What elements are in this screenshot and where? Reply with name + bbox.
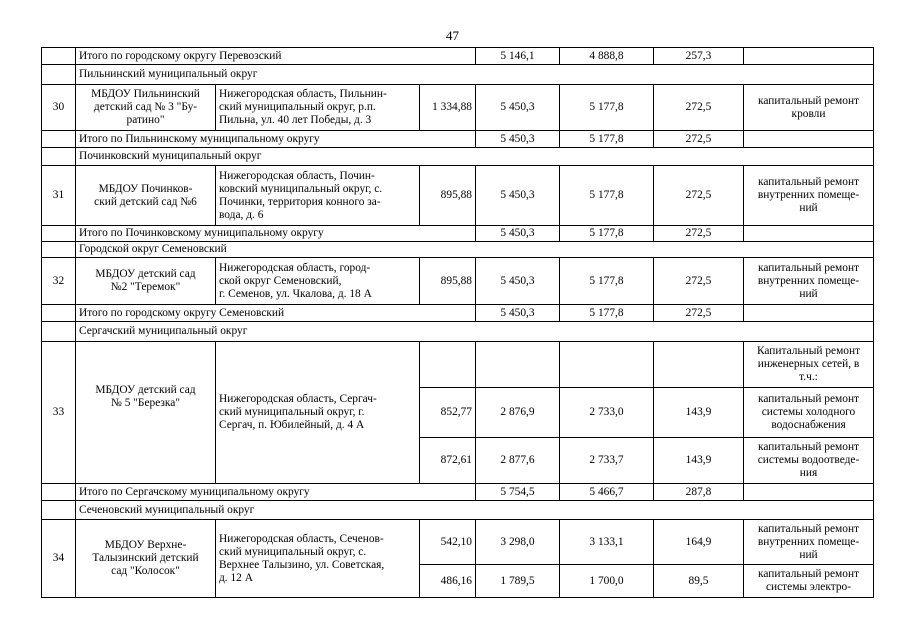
table-row	[42, 322, 874, 342]
regional-cell: 4 888,8	[560, 48, 654, 65]
table-row	[42, 65, 874, 85]
regional-cell: 5 466,7	[560, 484, 654, 501]
page-number: 47	[446, 28, 459, 43]
work-type-cell: капитальный ремонт системы электро-	[744, 565, 874, 598]
regional-cell: 2 733,7	[560, 438, 654, 484]
regional-cell: 5 177,8	[560, 85, 654, 131]
sum-cell: 5 450,3	[476, 85, 560, 131]
institution-name: МБДОУ Верхне- Талызинский детский сад "Колосок"	[76, 520, 216, 598]
work-type-cell: Капитальный ремонт инженерных сетей, в т.ч.:	[744, 342, 874, 388]
district-heading: Сеченовский муниципальный округ	[76, 501, 874, 520]
local-cell: 164,9	[654, 520, 744, 565]
district-heading: Пильнинский муниципальный округ	[76, 65, 874, 85]
area-cell: 1 334,88	[420, 85, 476, 131]
work-type-cell: капитальный ремонт кровли	[744, 85, 874, 131]
local-cell: 272,5	[654, 85, 744, 131]
regional-cell: 5 177,8	[560, 258, 654, 305]
regional-cell: 1 700,0	[560, 565, 654, 598]
subtotal-label: Итого по Сергачскому муниципальному округу	[76, 484, 476, 501]
sum-cell: 5 754,5	[476, 484, 560, 501]
table-row	[42, 501, 874, 520]
address-cell: Нижегородская область, Почин- ковский муниципальный округ, с. Починки, территория конного за- вода, д. 6	[216, 166, 420, 226]
table-row	[42, 226, 874, 242]
funding-table	[41, 47, 874, 598]
sum-cell: 5 146,1	[476, 48, 560, 65]
local-cell: 272,5	[654, 258, 744, 305]
local-cell: 272,5	[654, 131, 744, 148]
area-cell: 872,61	[420, 438, 476, 484]
local-cell: 272,5	[654, 305, 744, 322]
row-number: 30	[42, 85, 76, 131]
regional-cell: 5 177,8	[560, 131, 654, 148]
area-cell: 895,88	[420, 258, 476, 305]
sum-cell: 5 450,3	[476, 258, 560, 305]
table-row	[42, 85, 874, 131]
local-cell: 257,3	[654, 48, 744, 65]
row-number: 31	[42, 166, 76, 226]
row-number: 34	[42, 520, 76, 598]
institution-name: МБДОУ детский сад №2 "Теремок"	[76, 258, 216, 305]
table-row	[42, 305, 874, 322]
local-cell: 143,9	[654, 388, 744, 438]
table-row	[42, 258, 874, 305]
local-cell: 287,8	[654, 484, 744, 501]
table-row	[42, 520, 874, 565]
work-type-cell: капитальный ремонт внутренних помеще- ний	[744, 520, 874, 565]
institution-name: МБДОУ детский сад № 5 "Березка"	[76, 342, 216, 484]
regional-cell: 3 133,1	[560, 520, 654, 565]
subtotal-label: Итого по городскому округу Семеновский	[76, 305, 476, 322]
subtotal-label: Итого по городскому округу Перевозский	[76, 48, 476, 65]
subtotal-label: Итого по Пильнинскому муниципальному округу	[76, 131, 476, 148]
local-cell: 89,5	[654, 565, 744, 598]
address-cell: Нижегородская область, Пильнин- ский муниципальный округ, р.п. Пильна, ул. 40 лет Победы, д. 3	[216, 85, 420, 131]
sum-cell: 2 876,9	[476, 388, 560, 438]
table-row	[42, 148, 874, 166]
table-row	[42, 242, 874, 258]
sum-cell: 5 450,3	[476, 305, 560, 322]
subtotal-label: Итого по Починковскому муниципальному округу	[76, 226, 476, 242]
work-type-cell: капитальный ремонт системы холодного водоснабжения	[744, 388, 874, 438]
institution-name: МБДОУ Пильнинский детский сад № 3 "Бу- ратино"	[76, 85, 216, 131]
regional-cell: 5 177,8	[560, 226, 654, 242]
table-row	[42, 48, 874, 65]
table-row	[42, 166, 874, 226]
address-cell: Нижегородская область, город- ской округ Семеновский, г. Семенов, ул. Чкалова, д. 18 А	[216, 258, 420, 305]
sum-cell: 5 450,3	[476, 226, 560, 242]
row-number: 32	[42, 258, 76, 305]
sum-cell: 3 298,0	[476, 520, 560, 565]
table-row	[42, 484, 874, 501]
area-cell: 486,16	[420, 565, 476, 598]
table-row	[42, 342, 874, 388]
sum-cell: 5 450,3	[476, 131, 560, 148]
area-cell: 895,88	[420, 166, 476, 226]
institution-name: МБДОУ Починков- ский детский сад №6	[76, 166, 216, 226]
regional-cell: 2 733,0	[560, 388, 654, 438]
regional-cell: 5 177,8	[560, 166, 654, 226]
sum-cell: 5 450,3	[476, 166, 560, 226]
local-cell: 272,5	[654, 166, 744, 226]
district-heading: Сергачский муниципальный округ	[76, 322, 874, 342]
sum-cell: 1 789,5	[476, 565, 560, 598]
table-row	[42, 131, 874, 148]
district-heading: Городской округ Семеновский	[76, 242, 874, 258]
district-heading: Починковский муниципальный округ	[76, 148, 874, 166]
local-cell: 272,5	[654, 226, 744, 242]
work-type-cell: капитальный ремонт внутренних помеще- ний	[744, 258, 874, 305]
local-cell: 143,9	[654, 438, 744, 484]
address-cell: Нижегородская область, Сергач- ский муниципальный округ, г. Сергач, п. Юбилейный, д. 4 А	[216, 342, 420, 484]
work-type-cell: капитальный ремонт внутренних помеще- ний	[744, 166, 874, 226]
address-cell: Нижегородская область, Сеченов- ский муниципальный округ, с. Верхнее Талызино, ул. Советская, д. 12 А	[216, 520, 420, 598]
sum-cell: 2 877,6	[476, 438, 560, 484]
work-type-cell: капитальный ремонт системы водоотведе- ния	[744, 438, 874, 484]
area-cell: 852,77	[420, 388, 476, 438]
area-cell: 542,10	[420, 520, 476, 565]
regional-cell: 5 177,8	[560, 305, 654, 322]
row-number: 33	[42, 342, 76, 484]
